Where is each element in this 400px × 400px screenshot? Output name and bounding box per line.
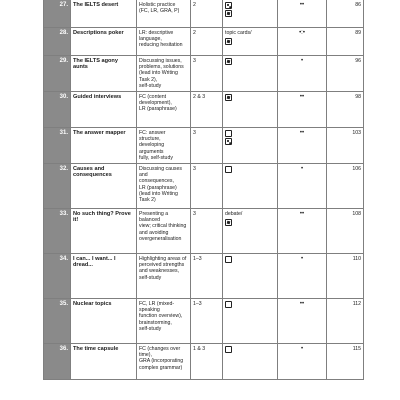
clipboard-icon (225, 301, 232, 308)
table-row (44, 209, 364, 254)
focus-line: consequences, (139, 178, 174, 185)
activity-focus (137, 92, 191, 128)
focus-line: (lead into Writing Task 2) (139, 190, 178, 204)
table-row (44, 128, 364, 164)
activity-title: Descriptions poker (71, 28, 137, 56)
activities-table (43, 0, 364, 380)
focus-line: and avoiding (139, 229, 169, 236)
focus-line: developing arguments (139, 142, 165, 155)
activity-title: Guided interviews (71, 92, 137, 128)
table-row (44, 92, 364, 128)
speaking-part: 3 (191, 128, 223, 164)
focus-line: FC: answer structure, (139, 130, 166, 143)
focus-line: reducing hesitation (139, 42, 183, 49)
activity-title: Causes and consequences (71, 164, 137, 209)
focus-line: overgeneralisation (139, 235, 182, 242)
activity-number: 30. (44, 92, 71, 128)
cards-icon (225, 10, 232, 17)
clipboard-icon (225, 166, 232, 173)
resources-cell (223, 209, 278, 254)
focus-line: development), (139, 100, 172, 107)
resources-cell (223, 56, 278, 92)
table-row (44, 28, 364, 56)
activity-focus (137, 254, 191, 299)
resource-item (225, 130, 275, 138)
activity-number: 27. (44, 0, 71, 28)
focus-line: FC (content (139, 94, 167, 100)
resources-cell (223, 92, 278, 128)
activity-number: 28. (44, 28, 71, 56)
resource-item (225, 256, 275, 264)
focus-line: LR (paraphrase) (139, 184, 177, 191)
resource-item (225, 219, 275, 227)
level-indicator: •• (278, 209, 327, 254)
resources-cell (223, 344, 278, 380)
activity-focus (137, 164, 191, 209)
activity-title: The IELTS desert (71, 0, 137, 28)
activity-title: The IELTS agony aunts (71, 56, 137, 92)
page-number: 98 (327, 92, 364, 128)
level-indicator: • (278, 164, 327, 209)
page-number: 110 (327, 254, 364, 299)
activity-focus (137, 344, 191, 380)
resource-item (225, 138, 275, 146)
activities-table-body (44, 0, 364, 380)
activity-focus (137, 56, 191, 92)
resource-item (225, 10, 275, 18)
level-indicator: •• (278, 299, 327, 344)
table-row (44, 344, 364, 380)
activity-number: 29. (44, 56, 71, 92)
activity-number: 31. (44, 128, 71, 164)
resource-item (225, 38, 275, 46)
speaking-part: 2 (191, 0, 223, 28)
resource-item (225, 211, 275, 219)
focus-line: LR (paraphrase) (139, 106, 177, 113)
speaking-part: 2 (191, 28, 223, 56)
activity-number: 35. (44, 299, 71, 344)
focus-line: FC (changes over time), (139, 346, 181, 359)
resources-cell (223, 0, 278, 28)
speaking-part: 1 & 3 (191, 344, 223, 380)
focus-line: (FC, LR, GRA, P) (139, 8, 180, 15)
focus-line: and weaknesses, (139, 268, 180, 275)
focus-line: Highlighting areas of (139, 256, 187, 262)
clipboard-icon (225, 256, 232, 263)
activity-title: Nuclear topics (71, 299, 137, 344)
focus-line: self-study (139, 274, 162, 281)
clipboard-icon (225, 346, 232, 353)
focus-line: fully, self-study (139, 154, 173, 161)
page-number: 89 (327, 28, 364, 56)
resource-label: debate/ (225, 211, 243, 217)
resources-cell (223, 28, 278, 56)
page-number: 106 (327, 164, 364, 209)
focus-line: problems, solutions (139, 64, 184, 71)
table-row (44, 254, 364, 299)
resource-label: topic cards/ (225, 30, 252, 36)
activity-title: The answer mapper (71, 128, 137, 164)
resources-cell (223, 254, 278, 299)
activity-focus (137, 28, 191, 56)
activity-title: No such thing? Prove it! (71, 209, 137, 254)
resource-item (225, 346, 275, 354)
activity-number: 34. (44, 254, 71, 299)
activity-number: 36. (44, 344, 71, 380)
clipboard-icon (225, 130, 232, 137)
resource-item (225, 166, 275, 174)
focus-line: brainstorming, (139, 319, 172, 326)
table-row (44, 164, 364, 209)
focus-line: FC, LR (mixed-speaking (139, 301, 175, 314)
cards-icon (225, 58, 232, 65)
level-indicator: •• (278, 128, 327, 164)
level-indicator: • (278, 254, 327, 299)
focus-line: Discussing issues, (139, 58, 182, 64)
focus-line: Presenting a balanced (139, 211, 169, 224)
page-number: 86 (327, 0, 364, 28)
resource-item (225, 301, 275, 309)
resources-cell (223, 299, 278, 344)
cards-icon (225, 38, 232, 45)
focus-line: Holistic practice (139, 2, 176, 8)
speaking-part: 3 (191, 209, 223, 254)
level-indicator: •• (278, 0, 327, 28)
cards-icon (225, 219, 232, 226)
focus-line: self-study (139, 82, 162, 89)
activity-focus (137, 299, 191, 344)
page-number: 108 (327, 209, 364, 254)
activity-focus (137, 209, 191, 254)
resource-item (225, 2, 275, 10)
speaking-part: 1–3 (191, 254, 223, 299)
page-number: 96 (327, 56, 364, 92)
level-indicator: • (278, 344, 327, 380)
dice-icon (225, 138, 232, 145)
focus-line: LR: descriptive language, (139, 30, 174, 43)
resource-item (225, 94, 275, 102)
level-indicator: •• (278, 92, 327, 128)
activity-focus (137, 0, 191, 28)
focus-line: self-study (139, 325, 162, 332)
dice-icon (225, 2, 232, 9)
activity-focus (137, 128, 191, 164)
focus-line: view; critical thinking (139, 223, 187, 230)
resources-cell (223, 164, 278, 209)
focus-line: function overview), (139, 313, 183, 320)
activity-title: The time capsule (71, 344, 137, 380)
table-row (44, 56, 364, 92)
page-number: 115 (327, 344, 364, 380)
activity-number: 32. (44, 164, 71, 209)
speaking-part: 3 (191, 164, 223, 209)
resource-item (225, 30, 275, 38)
level-indicator: •:• (278, 28, 327, 56)
speaking-part: 2 & 3 (191, 92, 223, 128)
resource-item (225, 58, 275, 66)
table-row (44, 299, 364, 344)
level-indicator: • (278, 56, 327, 92)
page-number: 103 (327, 128, 364, 164)
table-row (44, 0, 364, 28)
cards-icon (225, 94, 232, 101)
speaking-part: 1–3 (191, 299, 223, 344)
focus-line: GRA (incorporating (139, 358, 184, 365)
speaking-part: 3 (191, 56, 223, 92)
resources-cell (223, 128, 278, 164)
focus-line: (lead into Writing Task 2), (139, 70, 178, 83)
focus-line: complex grammar) (139, 364, 183, 371)
focus-line: perceived strengths (139, 262, 185, 269)
page-number: 112 (327, 299, 364, 344)
activity-number: 33. (44, 209, 71, 254)
focus-line: Discussing causes and (139, 166, 182, 179)
activity-title: I can... I want... I dread... (71, 254, 137, 299)
